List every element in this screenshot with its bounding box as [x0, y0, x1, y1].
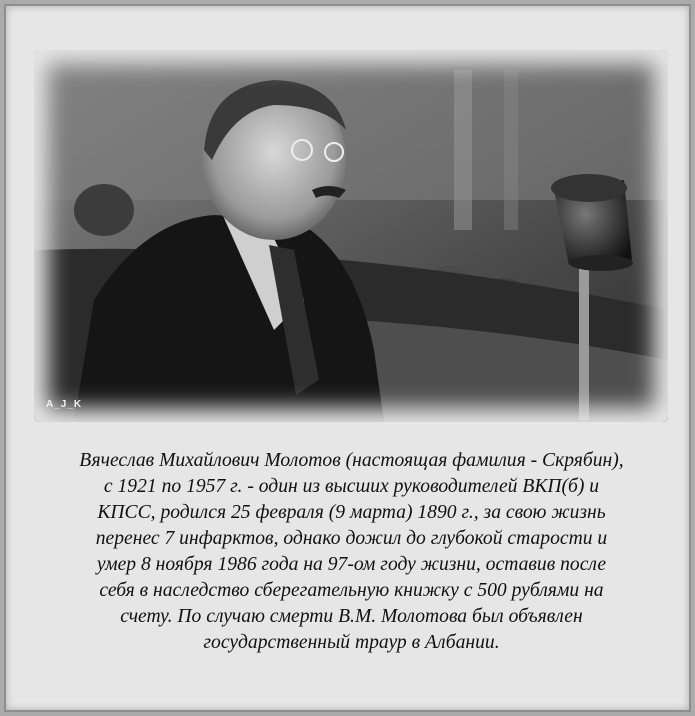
caption-line: счету. По случаю смерти В.М. Молотова был объявлен: [120, 606, 583, 627]
info-card: [4, 4, 691, 712]
caption-line: умер 8 ноября 1986 года на 97-ом году жизни, оставив после: [96, 554, 607, 575]
caption-line: себя в наследство сберегательную книжку с 500 рублями на: [99, 580, 604, 601]
portrait-photo-image: [34, 50, 668, 422]
caption-line: Вячеслав Михайлович Молотов (настоящая фамилия - Скрябин),: [79, 450, 624, 471]
photo-watermark: A_J_K: [46, 399, 83, 410]
caption-line: перенес 7 инфарктов, однако дожил до глубокой старости и: [95, 528, 608, 549]
portrait-photo: [34, 50, 668, 422]
caption-line: с 1921 по 1957 г. - один из высших руководителей ВКП(б) и: [103, 476, 600, 497]
caption-text: [20, 448, 683, 656]
caption-line: КПСС, родился 25 февраля (9 марта) 1890 г., за свою жизнь: [97, 502, 606, 523]
caption-line: государственный траур в Албании.: [203, 632, 500, 653]
